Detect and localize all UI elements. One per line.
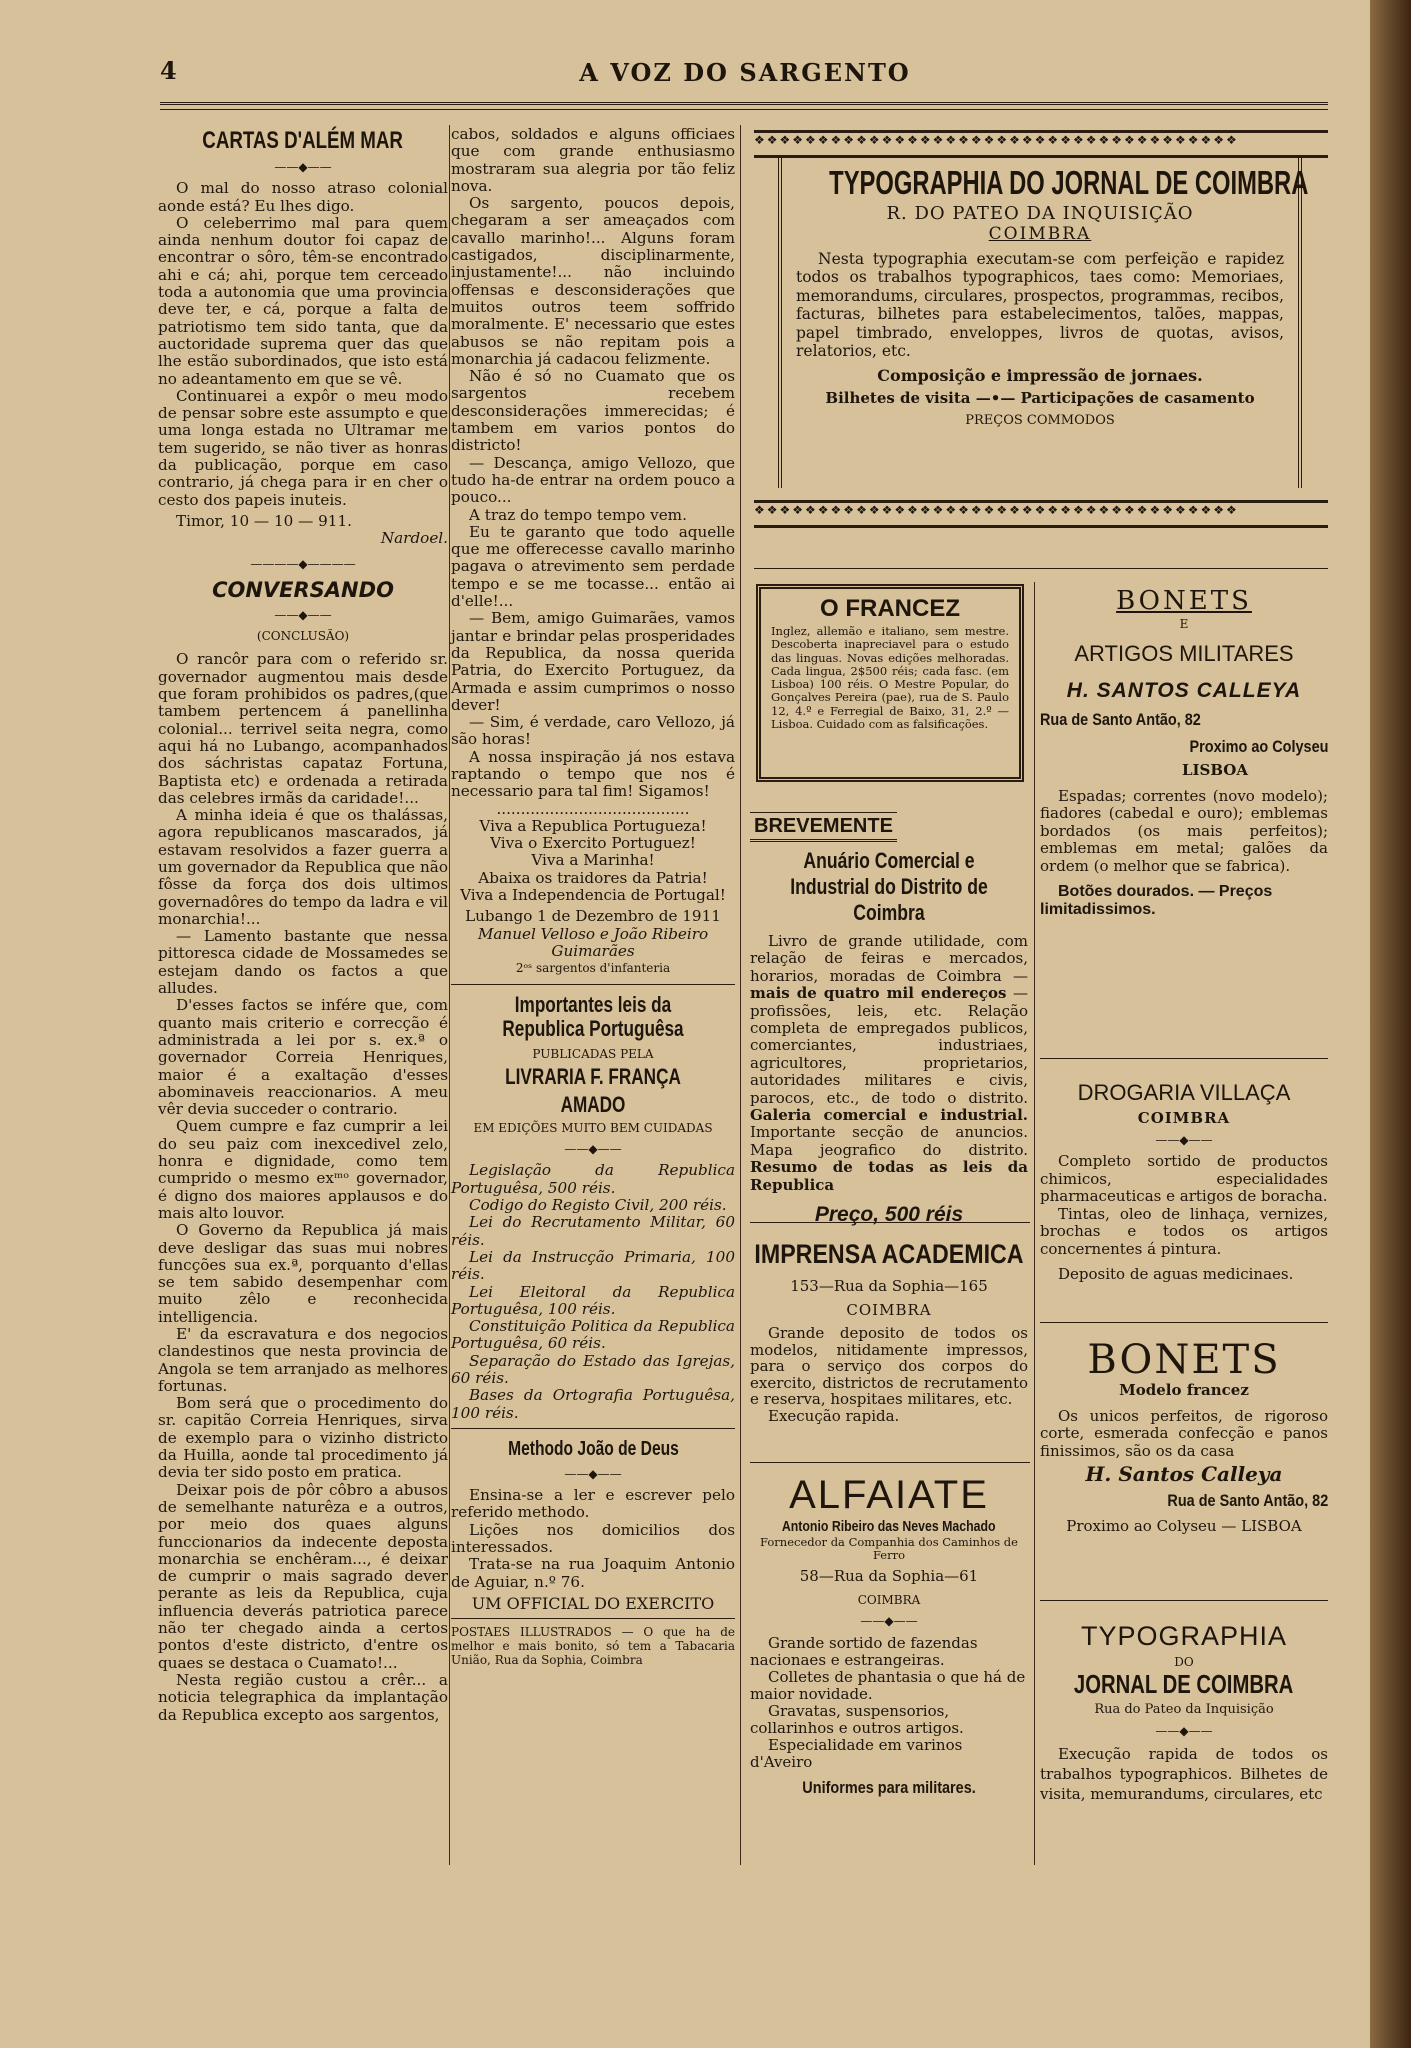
bonets-botoes: Botões dourados. — Preços limitadissimos. <box>1040 883 1273 918</box>
bonets-francez-title: BONETS <box>1087 1337 1281 1383</box>
lei-item: Separação do Estado das Igrejas, 60 réis. <box>451 1351 735 1387</box>
ornament-divider: ——◆—— <box>1155 1132 1213 1147</box>
anuario-body: Importante secção de anuncios. Mapa jeografico do distrito. <box>750 1123 1028 1159</box>
article-dateline: Lubango 1 de Dezembro de 1911 <box>465 907 721 926</box>
ornament-divider: ——◆—— <box>274 607 332 622</box>
section-rule <box>754 568 1328 569</box>
alfaiate-item: Grande sortido de fazendas nacionaes e estrangeiras. <box>750 1633 978 1669</box>
bonets-francez-body: Os unicos perfeitos, de rigoroso corte, esmerada confecção e panos finissimos, são os da casa <box>1040 1406 1328 1460</box>
column-two <box>451 126 735 1667</box>
viva-line: Viva a Republica Portugueza! <box>479 816 707 835</box>
article-paragraph: — Descança, amigo Vellozo, que tudo ha-de entrar na ordem pouco a pouco... <box>451 453 735 507</box>
section-rule <box>750 1222 1030 1223</box>
article-paragraph: A traz do tempo tempo vem. <box>469 505 687 524</box>
bonets-e: E <box>1179 617 1189 631</box>
typo-title-b: JORNAL DE COIMBRA <box>1051 164 1309 201</box>
conversando-paragraph: — Lamento bastante que nessa pittoresca cidade de Mossamedes se estejam dando os factos a que alludes. <box>158 927 448 998</box>
viva-line: Viva o Exercito Portuguez! <box>490 834 696 853</box>
column-rule <box>1034 582 1035 1865</box>
alfaiate-item: Especialidade em varinos d'Aveiro <box>750 1735 963 1771</box>
page-number: 4 <box>160 56 177 85</box>
conversando-title: CONVERSANDO <box>212 577 394 602</box>
lei-item: Legislação da Republica Portuguêsa, 500 réis. <box>451 1161 735 1197</box>
bonets-ad <box>1040 586 1328 918</box>
article-paragraph: — Sim, é verdade, caro Vellozo, já são horas! <box>451 713 735 749</box>
ornament-divider: ——◆—— <box>564 1466 622 1481</box>
conversando-paragraph: Nesta região custou a crêr... a noticia telegraphica da implantação da Republica excepto aos sargentos, <box>158 1670 448 1724</box>
typo-line3: PREÇOS COMMODOS <box>965 412 1115 428</box>
drogaria-paragraph: Tintas, oleo de linhaça, vernizes, brochas e todos os artigos concernentes á pintura. <box>1040 1204 1328 1258</box>
cartas-paragraph: O mal do nosso atraso colonial aonde está? Eu lhes digo. <box>158 179 448 215</box>
section-rule <box>750 1462 1030 1463</box>
alfaiate-fornecedor: Fornecedor da Companhia dos Caminhos de Ferro <box>760 1535 1018 1562</box>
alfaiate-address: 58—Rua da Sophia—61 <box>799 1567 979 1585</box>
metodo-paragraph: Lições nos domicilios dos interessados. <box>451 1520 735 1557</box>
typo-title-a: TYPOGRAPHIA DO <box>829 164 1045 201</box>
bonets-francez-name: H. Santos Calleya <box>1085 1462 1283 1486</box>
imprensa-body: Grande deposito de todos os modelos, nitidamente impressos, para o serviço dos corpos do exercito, districtos de recrutamento e reserva, hospitaes militares, etc. <box>750 1324 1028 1408</box>
article-paragraph: Não é só no Cuamato que os sargentos recebem desconsiderações immerecidas; é tambem em varios pontos do districto! <box>451 367 735 455</box>
bonets-name: H. SANTOS CALLEYA <box>1066 678 1302 702</box>
lei-item: Lei da Instrucção Primaria, 100 réis. <box>451 1247 735 1284</box>
ornament-divider: ——◆—— <box>860 1614 918 1628</box>
brevemente-label: BREVEMENTE <box>750 812 897 842</box>
typo-address: R. DO PATEO DA INQUISIÇÃO <box>886 202 1194 224</box>
anuario-body: Livro de grande utilidade, com relação de feiras e mercados, horarios, moradas de Coimbra — <box>750 932 1028 985</box>
viva-line: Viva a Independencia de Portugal! <box>460 886 726 905</box>
drogaria-city: COIMBRA <box>1137 1109 1231 1127</box>
bonets-body: Espadas; correntes (novo modelo); fiadores (cabedal e ouro); emblemas bordados (os mais perfeitos); emblemas em metal; galões da ordem (o melhor que se fabrica). <box>1040 786 1328 875</box>
newspaper-title: A VOZ DO SARGENTO <box>579 58 911 87</box>
typo2-do: DO <box>1174 1655 1194 1669</box>
bonets-street: Rua de Santo Antão, 82 <box>1040 710 1201 729</box>
article-paragraph: Eu te garanto que todo aquelle que me offerecesse cavallo marinho pagava o atrevimento sem perdade tempo e se me tocasse... então ai d'elle!... <box>451 522 735 611</box>
cartas-title: CARTAS D'ALÉM MAR <box>202 127 404 154</box>
anuario-ad <box>750 812 1028 1227</box>
conversando-paragraph: D'esses factos se infére que, com quanto mais criterio e correcção é administrada a lei por s. ex.ª o governador Correia Henriques, maior é a exaltação d'esses abominaveis reaccionarios. A meu vêr devia succeder o contrario. <box>158 996 448 1119</box>
drogaria-title: DROGARIA VILLAÇA <box>1077 1080 1291 1105</box>
anuario-title: Anuário Comercial e Industrial do Distrito de Coimbra <box>790 848 988 925</box>
anuario-highlight: Resumo de todas as leis da Republica <box>750 1158 1028 1194</box>
typo-body: Nesta typographia executam-se com perfeição e rapidez todos os trabalhos typographicos, taes como: Memoriaes, memorandums, circulares, prospectos, programmas, recibos, facturas, bilhetes para estabelecimentos, talões, mappas, papel timbrado, enveloppes, livros de quotas, avisos, relatorios, etc. <box>796 249 1284 360</box>
francez-ad <box>756 584 1024 782</box>
article-paragraph: — Bem, amigo Guimarães, vamos jantar e brindar pelas prosperidades da Republica, da nossa querida Patria, do Exercito Portuguez, da Armada e assim cumprimos o nosso dever! <box>451 609 735 714</box>
article-paragraph: cabos, soldados e alguns officiaes que com grande enthusiasmo mostraram sua alegria por tão feliz nova. <box>451 125 735 195</box>
conversando-paragraph: Deixar pois de pôr côbro a abusos de semelhante naturêza e a outros, por meio dos quaes alguns funccionarios da indecente deposta monarchia se enchêram..., é deixar de cumprir o mais sagrado dever perante as leis da Republica, cuja influencia deverás patriotica parece não ter chegado ainda a certos pontos d'este districto, d'entre os quaes se destaca o Cuamato!... <box>158 1480 448 1672</box>
imprensa-city: COIMBRA <box>846 1300 932 1319</box>
conversando-paragraph: O Governo da Republica já mais deve desligar das suas mui nobres funcções sua ex.ª, porquanto d'ellas se tem sabido desempenhar com muito zêlo e reconhecida intelligencia. <box>158 1221 448 1326</box>
metodo-paragraph: Ensina-se a ler e escrever pelo referido methodo. <box>451 1486 735 1522</box>
anuario-highlight: Galeria comercial e industrial. <box>750 1106 1028 1125</box>
typo2-body: Execução rapida de todos os trabalhos typographicos. Bilhetes de visita, memurandums, circulares, etc <box>1040 1745 1328 1803</box>
alfaiate-city: COIMBRA <box>857 1592 921 1607</box>
conversando-paragraph: O rancôr para com o referido sr. governador augmentou mais desde que foram prohibidos os padres,(que tambem pertencem á panellinha colonial... terrivel seita negra, como aqui há no Lubango, acompanhados dos sáchristas capataz Fortuna, Baptista etc) e ordenada a retirada das celebres irmãs da caridade!... <box>158 650 448 807</box>
dotted-line: ........................................ <box>496 799 690 818</box>
section-rule <box>1040 1600 1328 1601</box>
leis-published-by: PUBLICADAS PELA <box>532 1046 654 1061</box>
typo-city: COIMBRA <box>988 224 1092 244</box>
conversando-paragraph: E' da escravatura e dos negocios clandestinos que nesta provincia de Angola se tem arranjado as melhores fortunas. <box>158 1325 448 1395</box>
lei-item: Lei do Recrutamento Militar, 60 réis. <box>451 1213 735 1249</box>
bonets-city: LISBOA <box>1181 761 1248 779</box>
imprensa-address: 153—Rua da Sophia—165 <box>790 1277 988 1295</box>
drogaria-paragraph: Deposito de aguas medicinaes. <box>1058 1265 1294 1283</box>
section-rule <box>1040 1058 1328 1059</box>
metodo-title: Methodo João de Deus <box>507 1437 679 1460</box>
drogaria-paragraph: Completo sortido de productos chimicos, especialidades pharmaceuticas e artigos de boracha. <box>1040 1152 1328 1205</box>
typographia-small-ad <box>1040 1620 1328 1804</box>
viva-line: Abaixa os traidores da Patria! <box>478 868 708 887</box>
decorative-border: ❖❖❖❖❖❖❖❖❖❖❖❖❖❖❖❖❖❖❖❖❖❖❖❖❖❖❖❖❖❖❖❖❖❖❖❖❖❖ <box>754 500 1328 528</box>
typo-line2: Bilhetes de visita —•— Participações de casamento <box>825 389 1255 407</box>
lei-item: Bases da Ortografia Portuguêsa, 100 réis. <box>451 1386 735 1422</box>
lei-item: Codigo do Registo Civil, 200 réis. <box>469 1196 727 1215</box>
lei-item: Lei Eleitoral da Republica Portuguêsa, 100 réis. <box>451 1282 735 1318</box>
drogaria-ad <box>1040 1080 1328 1284</box>
cartas-paragraph: O celeberrimo mal para quem ainda nenhum doutor foi capaz de encontrar o sôro, têm-se encontrado ahi e cá; ahi, porque tem cerceado toda a autonomia que uma provincia deve ter, e cá, porque a falta de patriotismo tem sido tanta, que da auctoridade suprema quer das que lhe estão subordinados, que isto está no adeantamento em que se vê. <box>158 213 448 388</box>
conversando-paragraph: Bom será que o procedimento do sr. capitão Correia Henriques, sirva de exemplo para o vizinho districto da Huilla, aonde tal procedimento já devia ter sido posto em pratica. <box>158 1394 448 1482</box>
ornament-divider: ——◆—— <box>1155 1723 1213 1738</box>
alfaiate-item: Gravatas, suspensorios, collarinhos e outros artigos. <box>750 1701 964 1737</box>
alfaiate-item: Colletes de phantasia o que há de maior novidade. <box>750 1667 1026 1703</box>
alfaiate-title: ALFAIATE <box>789 1473 989 1517</box>
ornament-divider: ——◆—— <box>564 1142 622 1157</box>
typo2-name: JORNAL DE COIMBRA <box>1074 1668 1294 1699</box>
alfaiate-name: Antonio Ribeiro das Neves Machado <box>782 1519 996 1535</box>
column-one <box>158 126 448 1724</box>
alfaiate-uniformes: Uniformes para militares. <box>802 1777 976 1797</box>
alfaiate-ad <box>750 1472 1028 1797</box>
francez-body: Inglez, allemão e italiano, sem mestre. Descoberta inapreciavel para o estudo das linguas. Novas edições melhoradas. Cada lingua, 2$500 réis; cada fasc. (em Lisboa) 100 réis. O Mestre Popular, do Gonçalves Pereira (pae), rua de S. Paulo 12, 4.º e Ferregial de Baixo, 31, 2.º — Lisboa. Cuidado com as falsificações. <box>771 624 1009 732</box>
metodo-paragraph: Trata-se na rua Joaquim Antonio de Aguiar, n.º 76. <box>451 1555 735 1591</box>
page-header <box>160 56 1330 96</box>
article-paragraph: Os sargento, poucos depois, chegaram a ser ameaçados com cavallo marinho!... Alguns foram castigados, disciplinarmente, injustamente!... não incluindo offensas e desconsiderações que muitos outros teem soffrido moralmente. E' necessario que estes abusos se não repitam pois a monarchia já cadacou felizmente. <box>451 194 735 368</box>
book-spine <box>1370 0 1411 2048</box>
leis-edicoes: EM EDIÇÕES MUITO BEM CUIDADAS <box>473 1120 713 1135</box>
anuario-body: — profissões, leis, etc. Relação completa de empregados publicos, comerciantes, industriaes, agricultores, proprietarios, autoridades militares e civis, parocos, etc., de todo o distrito. <box>750 984 1028 1107</box>
conversando-paragraph: Quem cumpre e faz cumprir a lei do seu paiz com inexcedivel zelo, honra e dignidade, como tem cumprido o mesmo exᵐᵒ governador, é digno dos maiores applausos e do mais alto louvor. <box>158 1117 448 1222</box>
conversando-subtitle: (CONCLUSÃO) <box>256 629 350 644</box>
typo2-title: TYPOGRAPHIA <box>1080 1621 1288 1651</box>
header-rule <box>160 102 1328 110</box>
typo-line1: Composição e impressão de jornaes. <box>877 365 1203 385</box>
decorative-border: ❖❖❖❖❖❖❖❖❖❖❖❖❖❖❖❖❖❖❖❖❖❖❖❖❖❖❖❖❖❖❖❖❖❖❖❖❖❖ <box>754 130 1328 158</box>
column-rule <box>449 125 450 1865</box>
article-paragraph: A nossa inspiração já nos estava raptando o tempo que nos é necessario para tal fim! Sigamos! <box>451 747 735 801</box>
typo2-street: Rua do Pateo da Inquisição <box>1094 1702 1274 1717</box>
postaes-ad: POSTAES ILLUSTRADOS — O que ha de melhor e mais bonito, só tem a Tabacaria União, Rua da Sophia, Coimbra <box>451 1625 735 1668</box>
bonets-title: BONETS <box>1116 586 1252 616</box>
imprensa-execucao: Execução rapida. <box>768 1406 900 1425</box>
anuario-price: Preço, 500 réis <box>814 1203 964 1227</box>
article-ranks: 2ᵒˢ sargentos d'infanteria <box>515 961 671 976</box>
cartas-dateline: Timor, 10 — 10 — 911. <box>176 511 352 530</box>
ornament-divider: ————◆———— <box>250 556 356 571</box>
viva-line: Viva a Marinha! <box>531 851 655 870</box>
section-rule <box>1040 1322 1328 1323</box>
lei-item: Constituição Politica da Republica Portuguêsa, 60 réis. <box>451 1317 735 1353</box>
ornament-divider: ——◆—— <box>274 160 332 174</box>
imprensa-title: IMPRENSA ACADEMICA <box>754 1239 1024 1269</box>
leis-livraria: LIVRARIA F. FRANÇA AMADO <box>505 1063 681 1117</box>
cartas-paragraph: Continuarei a expôr o meu modo de pensar sobre este assumpto e que uma longa estada no Ultramar me tem sugerido, se não tiver as honras da publicação, porque em caso contrario, já chega para ir en cher o cesto dos papeis inuteis. <box>158 386 448 509</box>
bonets-francez-ad <box>1040 1338 1328 1536</box>
bonets-francez-street: Rua de Santo Antão, 82 <box>1167 1490 1328 1510</box>
anuario-highlight: mais de quatro mil endereços <box>750 984 1007 1003</box>
metodo-signature: UM OFFICIAL DO EXERCITO <box>471 1593 715 1613</box>
bonets-francez-modelo: Modelo francez <box>1119 1381 1249 1399</box>
conversando-paragraph: A minha ideia é que os thalássas, agora republicanos mascarados, já estavam resolvidos a fazer guerra a um governador da Republica que não fôsse da força dos dois ultimos governadôres do tempo da ladra e vil monarchia!... <box>158 806 448 928</box>
cartas-signature: Nardoel. <box>380 529 448 548</box>
column-rule <box>740 125 741 1865</box>
article-signatures: Manuel Velloso e João Ribeiro Guimarães <box>477 924 709 960</box>
typographia-ad <box>754 130 1328 526</box>
francez-title: O FRANCEZ <box>820 595 960 622</box>
leis-title: Importantes leis da Republica Portuguêsa <box>502 991 684 1041</box>
bonets-francez-near: Proximo ao Colyseu — LISBOA <box>1066 1517 1302 1535</box>
bonets-subtitle: ARTIGOS MILITARES <box>1074 640 1294 666</box>
imprensa-ad <box>750 1238 1028 1425</box>
bonets-near: Proximo ao Colyseu <box>1189 736 1328 756</box>
